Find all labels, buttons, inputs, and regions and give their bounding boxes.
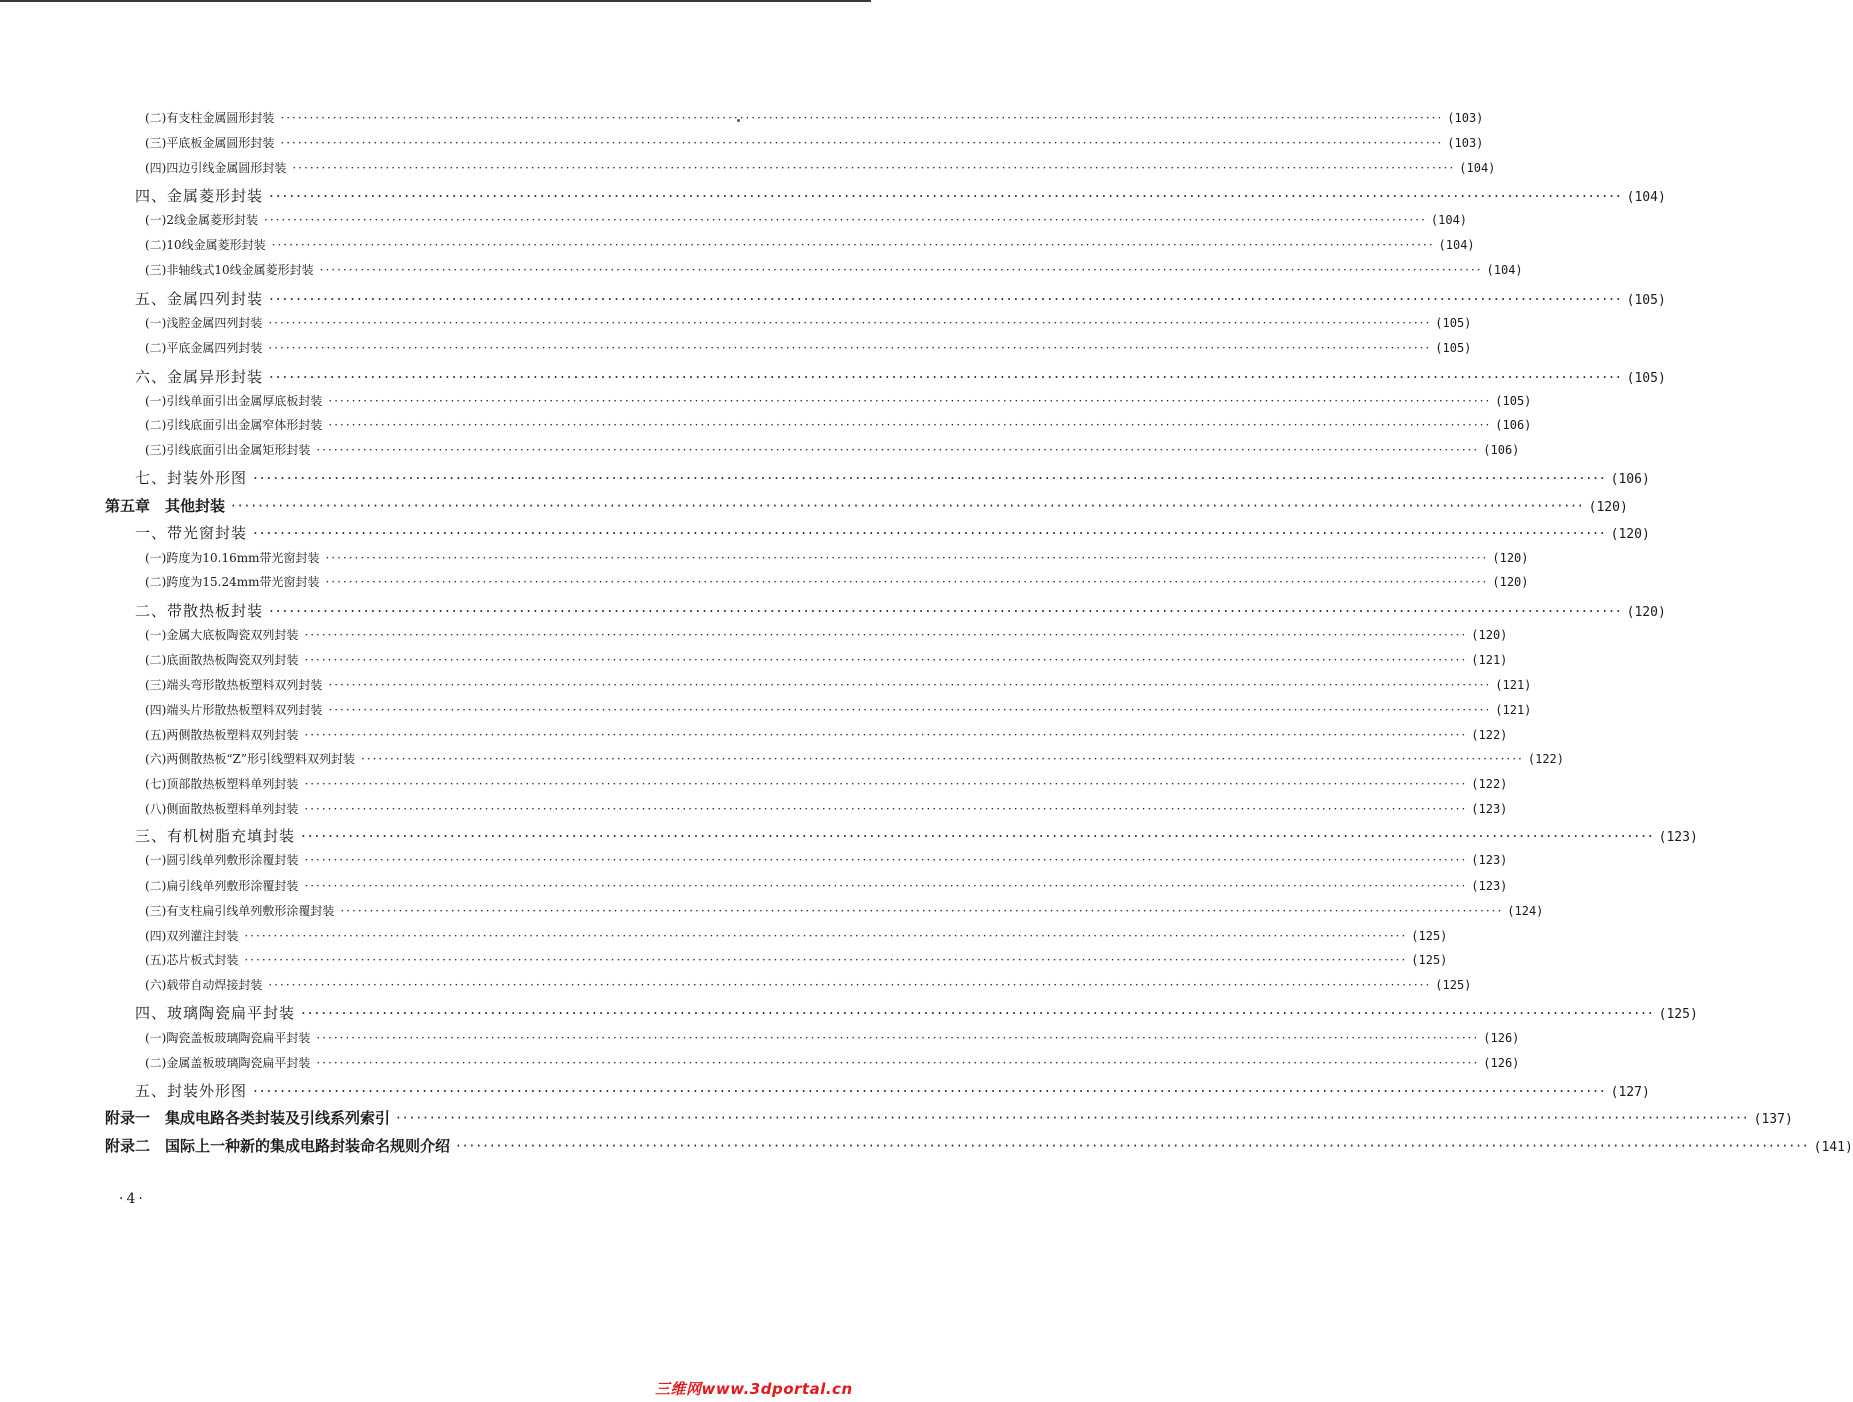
- toc-entry-title: (一)引线单面引出金属厚底板封装: [145, 394, 323, 408]
- toc-entry-title: 一、带光窗封装: [135, 524, 248, 542]
- toc-entry-title: 五、封装外形图: [135, 1082, 248, 1100]
- toc-leader-dots: ········································································································································································································: [304, 728, 1468, 742]
- toc-entry-page: (122): [1471, 728, 1508, 742]
- toc-entry-title: (二)引线底面引出金属窄体形封装: [145, 418, 323, 432]
- toc-entry-title: (二)底面散热板陶瓷双列封装: [145, 653, 299, 667]
- toc-entry-page: (120): [1492, 575, 1529, 589]
- toc-entry-title: 二、带散热板封装: [135, 602, 264, 620]
- toc-subsection-entry: [145, 976, 1472, 993]
- toc-entry-title: (七)顶部散热板塑料单列封装: [145, 777, 299, 791]
- toc-entry-page: (120): [1610, 527, 1650, 542]
- toc-entry-page: (122): [1471, 777, 1508, 791]
- toc-leader-dots: ········································································································································································································: [244, 929, 1408, 943]
- toc-entry-page: (104): [1438, 238, 1475, 252]
- toc-section-entry: [135, 467, 1650, 488]
- toc-subsection-entry: [145, 951, 1448, 968]
- toc-entry-title: (三)有支柱扁引线单列敷形涂覆封装: [145, 904, 335, 918]
- toc-leader-dots: ········································································································································································································: [244, 953, 1408, 967]
- toc-entry-page: (123): [1471, 853, 1508, 867]
- page-top-border: [0, 0, 871, 2]
- toc-subsection-entry: [145, 800, 1508, 817]
- toc-subsection-entry: [145, 775, 1508, 792]
- toc-entry-page: (105): [1626, 371, 1666, 386]
- toc-entry-page: (106): [1610, 472, 1650, 487]
- toc-entry-title: 四、金属菱形封装: [135, 187, 264, 205]
- toc-leader-dots: ········································································································································································································: [269, 187, 1623, 205]
- toc-leader-dots: ········································································································································································································: [340, 904, 1504, 918]
- toc-leader-dots: ········································································································································································································: [304, 879, 1468, 893]
- toc-entry-title: (八)侧面散热板塑料单列封装: [145, 802, 299, 816]
- toc-section-entry: [135, 825, 1698, 846]
- toc-entry-page: (122): [1527, 752, 1564, 766]
- toc-entry-page: (125): [1411, 929, 1448, 943]
- toc-entry-page: (125): [1435, 978, 1472, 992]
- toc-leader-dots: ········································································································································································································: [304, 802, 1468, 816]
- toc-entry-title: 附录二 国际上一种新的集成电路封装命名规则介绍: [105, 1137, 451, 1155]
- toc-entry-page: (125): [1411, 953, 1448, 967]
- toc-subsection-entry: [145, 927, 1448, 944]
- toc-entry-title: (四)双列灌注封装: [145, 929, 239, 943]
- toc-entry-page: (120): [1626, 605, 1666, 620]
- toc-section-entry: [135, 1002, 1698, 1023]
- toc-subsection-entry: [145, 1054, 1520, 1071]
- toc-section-entry: [135, 600, 1666, 621]
- toc-section-entry: [135, 185, 1666, 206]
- toc-entry-title: (一)跨度为10.16mm带光窗封装: [145, 551, 320, 565]
- toc-leader-dots: ········································································································································································································: [304, 628, 1468, 642]
- toc-section-entry: [135, 1080, 1650, 1101]
- toc-leader-dots: ········································································································································································································: [271, 238, 1435, 252]
- toc-entry-page: (106): [1495, 418, 1532, 432]
- toc-entry-page: (106): [1483, 443, 1520, 457]
- toc-entry-title: (三)引线底面引出金属矩形封装: [145, 443, 311, 457]
- toc-subsection-entry: [145, 549, 1529, 566]
- toc-entry-title: 第五章 其他封装: [105, 497, 226, 515]
- toc-entry-page: (124): [1507, 904, 1544, 918]
- toc-subsection-entry: [145, 573, 1529, 590]
- toc-leader-dots: ········································································································································································································: [280, 111, 1444, 125]
- toc-leader-dots: ········································································································································································································: [253, 1082, 1607, 1100]
- toc-entry-page: (105): [1626, 293, 1666, 308]
- toc-entry-page: (104): [1459, 161, 1496, 175]
- toc-leader-dots: ········································································································································································································: [280, 136, 1444, 150]
- toc-entry-title: (一)圆引线单列敷形涂覆封装: [145, 853, 299, 867]
- toc-entry-page: (104): [1486, 263, 1523, 277]
- toc-section-entry: [135, 366, 1666, 387]
- toc-entry-page: (137): [1753, 1112, 1793, 1127]
- toc-leader-dots: ········································································································································································································: [301, 1004, 1655, 1022]
- toc-entry-page: (105): [1495, 394, 1532, 408]
- toc-leader-dots: ········································································································································································································: [319, 263, 1483, 277]
- toc-subsection-entry: [145, 441, 1520, 458]
- toc-leader-dots: ········································································································································································································: [268, 978, 1432, 992]
- toc-subsection-entry: [145, 236, 1475, 253]
- toc-leader-dots: ········································································································································································································: [301, 827, 1655, 845]
- toc-leader-dots: ········································································································································································································: [264, 213, 1427, 227]
- toc-entry-title: 附录一 集成电路各类封装及引线系列索引: [105, 1109, 391, 1127]
- toc-subsection-entry: [145, 339, 1472, 356]
- toc-entry-title: (二)跨度为15.24mm带光窗封装: [145, 575, 320, 589]
- toc-entry-title: (四)四边引线金属圆形封装: [145, 161, 287, 175]
- site-watermark: 三维网www.3dportal.cn: [655, 1380, 853, 1398]
- toc-entry-page: (120): [1492, 551, 1529, 565]
- toc-subsection-entry: [145, 726, 1508, 743]
- toc-leader-dots: ········································································································································································································: [316, 443, 1480, 457]
- toc-leader-dots: ········································································································································································································: [268, 341, 1432, 355]
- toc-leader-dots: ········································································································································································································: [231, 497, 1585, 515]
- toc-entry-title: (二)10线金属菱形封装: [145, 238, 266, 252]
- toc-entry-page: (105): [1435, 316, 1472, 330]
- toc-entry-title: (一)陶瓷盖板玻璃陶瓷扁平封装: [145, 1031, 311, 1045]
- toc-entry-page: (121): [1495, 678, 1532, 692]
- toc-leader-dots: ········································································································································································································: [328, 703, 1492, 717]
- toc-subsection-entry: [145, 750, 1564, 767]
- toc-leader-dots: ········································································································································································································: [269, 368, 1623, 386]
- toc-entry-title: (四)端头片形散热板塑料双列封装: [145, 703, 323, 717]
- toc-entry-title: (二)平底金属四列封装: [145, 341, 263, 355]
- toc-entry-title: 六、金属异形封装: [135, 368, 264, 386]
- toc-entry-page: (103): [1447, 136, 1484, 150]
- toc-subsection-entry: [145, 261, 1523, 278]
- toc-entry-title: (三)平底板金属圆形封装: [145, 136, 275, 150]
- toc-entry-title: (三)端头弯形散热板塑料双列封装: [145, 678, 323, 692]
- toc-subsection-entry: [145, 392, 1532, 409]
- toc-leader-dots: ········································································································································································································: [360, 752, 1524, 766]
- toc-subsection-entry: [145, 851, 1508, 868]
- toc-entry-page: (141): [1813, 1140, 1853, 1155]
- toc-leader-dots: ········································································································································································································: [316, 1056, 1480, 1070]
- toc-entry-page: (121): [1495, 703, 1532, 717]
- toc-subsection-entry: [145, 416, 1532, 433]
- toc-entry-title: (一)浅腔金属四列封装: [145, 316, 263, 330]
- toc-subsection-entry: [145, 676, 1532, 693]
- toc-leader-dots: ········································································································································································································: [269, 602, 1623, 620]
- toc-entry-page: (123): [1471, 879, 1508, 893]
- toc-entry-page: (123): [1471, 802, 1508, 816]
- toc-entry-page: (103): [1447, 111, 1484, 125]
- toc-leader-dots: ········································································································································································································: [328, 678, 1492, 692]
- toc-entry-page: (126): [1483, 1056, 1520, 1070]
- toc-subsection-entry: [145, 109, 1484, 126]
- toc-entry-title: (六)两侧散热板“Z”形引线塑料双列封装: [145, 752, 355, 766]
- toc-leader-dots: ········································································································································································································: [253, 524, 1607, 542]
- toc-subsection-entry: [145, 1029, 1520, 1046]
- toc-entry-title: (一)金属大底板陶瓷双列封装: [145, 628, 299, 642]
- toc-entry-page: (120): [1588, 500, 1628, 515]
- toc-subsection-entry: [145, 211, 1468, 228]
- toc-subsection-entry: [145, 159, 1496, 176]
- toc-leader-dots: ········································································································································································································: [325, 575, 1489, 589]
- toc-section-entry: [135, 522, 1650, 543]
- toc-subsection-entry: [145, 314, 1472, 331]
- toc-subsection-entry: [145, 626, 1508, 643]
- toc-leader-dots: ········································································································································································································: [292, 161, 1456, 175]
- toc-chapter-entry: [105, 495, 1628, 516]
- toc-chapter-entry: [105, 1107, 1793, 1128]
- toc-entry-title: (六)载带自动焊接封装: [145, 978, 263, 992]
- toc-entry-title: (二)有支柱金属圆形封装: [145, 111, 275, 125]
- toc-leader-dots: ········································································································································································································: [253, 469, 1607, 487]
- toc-entry-page: (126): [1483, 1031, 1520, 1045]
- toc-entry-title: 七、封装外形图: [135, 469, 248, 487]
- toc-leader-dots: ········································································································································································································: [396, 1109, 1750, 1127]
- toc-leader-dots: ········································································································································································································: [316, 1031, 1480, 1045]
- toc-entry-title: 四、玻璃陶瓷扁平封装: [135, 1004, 296, 1022]
- toc-subsection-entry: [145, 902, 1544, 919]
- toc-entry-page: (120): [1471, 628, 1508, 642]
- toc-leader-dots: ········································································································································································································: [328, 394, 1492, 408]
- toc-entry-title: (三)非轴线式10线金属菱形封装: [145, 263, 314, 277]
- toc-entry-page: (105): [1435, 341, 1472, 355]
- toc-entry-title: (五)芯片板式封装: [145, 953, 239, 967]
- toc-leader-dots: ········································································································································································································: [268, 316, 1432, 330]
- toc-entry-page: (104): [1626, 190, 1666, 205]
- toc-entry-title: (二)金属盖板玻璃陶瓷扁平封装: [145, 1056, 311, 1070]
- toc-leader-dots: ········································································································································································································: [328, 418, 1492, 432]
- toc-subsection-entry: [145, 651, 1508, 668]
- toc-subsection-entry: [145, 701, 1532, 718]
- toc-leader-dots: ········································································································································································································: [304, 653, 1468, 667]
- toc-leader-dots: ········································································································································································································: [456, 1137, 1810, 1155]
- toc-entry-page: (127): [1610, 1085, 1650, 1100]
- toc-entry-title: (一)2线金属菱形封装: [145, 213, 258, 227]
- toc-entry-page: (121): [1471, 653, 1508, 667]
- toc-subsection-entry: [145, 877, 1508, 894]
- toc-leader-dots: ········································································································································································································: [269, 290, 1623, 308]
- toc-entry-title: 五、金属四列封装: [135, 290, 264, 308]
- toc-entry-title: (二)扁引线单列敷形涂覆封装: [145, 879, 299, 893]
- toc-leader-dots: ········································································································································································································: [325, 551, 1489, 565]
- toc-leader-dots: ········································································································································································································: [304, 777, 1468, 791]
- toc-entry-title: 三、有机树脂充填封装: [135, 827, 296, 845]
- toc-leader-dots: ········································································································································································································: [304, 853, 1468, 867]
- page-number: ·4·: [119, 1191, 146, 1207]
- toc-section-entry: [135, 288, 1666, 309]
- toc-subsection-entry: [145, 134, 1484, 151]
- toc-entry-title: (五)两侧散热板塑料双列封装: [145, 728, 299, 742]
- toc-chapter-entry: [105, 1135, 1853, 1156]
- toc-entry-page: (104): [1430, 213, 1468, 227]
- toc-entry-page: (123): [1658, 830, 1698, 845]
- toc-entry-page: (125): [1658, 1007, 1698, 1022]
